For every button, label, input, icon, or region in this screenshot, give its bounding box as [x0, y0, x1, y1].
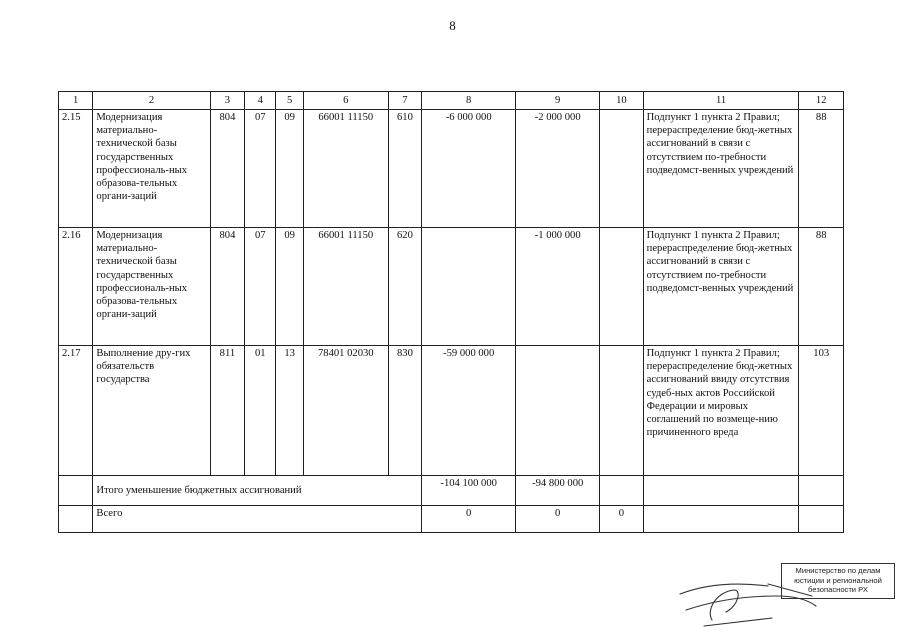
justification: Подпункт 1 пункта 2 Правил; перераспределение бюд-жетных ассигнований в связи с отсутствием по-требности подведомст-венных учреждений [643, 110, 799, 228]
amount-9: -1 000 000 [516, 228, 600, 346]
code-4: 07 [245, 228, 276, 346]
justification: Подпункт 1 пункта 2 Правил; перераспределение бюд-жетных ассигнований в связи с отсутствием по-требности подведомст-венных учреждений [643, 228, 799, 346]
empty-cell [643, 506, 799, 533]
amount-10 [600, 228, 643, 346]
total-decrease-9: -94 800 000 [516, 476, 600, 506]
header-col-3: 3 [210, 92, 244, 110]
item-name: Выполнение дру-гих обязательств государства [93, 346, 210, 476]
amount-9 [516, 346, 600, 476]
header-col-9: 9 [516, 92, 600, 110]
code-5: 09 [276, 110, 303, 228]
justification: Подпункт 1 пункта 2 Правил; перераспределение бюд-жетных ассигнований ввиду отсутствия судеб-ных актов Российской Федерации и мировых соглашений по возмеще-нию причиненного вреда [643, 346, 799, 476]
header-col-2: 2 [93, 92, 210, 110]
row-number: 2.15 [59, 110, 93, 228]
budget-table [58, 91, 844, 533]
stamp-line-3: безопасности РХ [808, 585, 868, 594]
amount-9: -2 000 000 [516, 110, 600, 228]
grand-total-row [59, 506, 844, 533]
code-7: 830 [388, 346, 421, 476]
empty-cell [600, 476, 643, 506]
header-col-1: 1 [59, 92, 93, 110]
empty-cell [799, 476, 844, 506]
total-decrease-row [59, 476, 844, 506]
header-col-7: 7 [388, 92, 421, 110]
code-7: 620 [388, 228, 421, 346]
amount-10 [600, 346, 643, 476]
table-row [59, 228, 844, 346]
code-3: 811 [210, 346, 244, 476]
code-3: 804 [210, 110, 244, 228]
total-decrease-8: -104 100 000 [422, 476, 516, 506]
header-col-10: 10 [600, 92, 643, 110]
code-6: 78401 02030 [303, 346, 388, 476]
code-5: 09 [276, 228, 303, 346]
code-4: 01 [245, 346, 276, 476]
amount-10 [600, 110, 643, 228]
header-col-4: 4 [245, 92, 276, 110]
grand-total-9: 0 [516, 506, 600, 533]
code-7: 610 [388, 110, 421, 228]
row-number: 2.17 [59, 346, 93, 476]
row-number: 2.16 [59, 228, 93, 346]
amount-8: -59 000 000 [422, 346, 516, 476]
header-col-11: 11 [643, 92, 799, 110]
header-col-5: 5 [276, 92, 303, 110]
stamp-line-1: Министерство по делам [795, 566, 881, 575]
grand-total-label: Всего [93, 506, 422, 533]
code-3: 804 [210, 228, 244, 346]
code-12: 88 [799, 228, 844, 346]
code-4: 07 [245, 110, 276, 228]
official-stamp [781, 563, 895, 599]
table-row [59, 110, 844, 228]
header-col-12: 12 [799, 92, 844, 110]
stamp-line-2: юстиции и региональной [794, 575, 882, 585]
page-number: 8 [449, 18, 456, 33]
code-12: 103 [799, 346, 844, 476]
amount-8: -6 000 000 [422, 110, 516, 228]
code-12: 88 [799, 110, 844, 228]
empty-cell [59, 506, 93, 533]
header-col-8: 8 [422, 92, 516, 110]
item-name: Модернизация материально-технической базы государственных профессиональ-ных образова-тельных органи-заций [93, 110, 210, 228]
code-6: 66001 11150 [303, 110, 388, 228]
grand-total-10: 0 [600, 506, 643, 533]
empty-cell [59, 476, 93, 506]
item-name: Модернизация материально-технической базы государственных профессиональ-ных образова-тельных органи-заций [93, 228, 210, 346]
total-decrease-label: Итого уменьшение бюджетных ассигнований [93, 476, 422, 506]
empty-cell [799, 506, 844, 533]
grand-total-8: 0 [422, 506, 516, 533]
table-row [59, 346, 844, 476]
code-5: 13 [276, 346, 303, 476]
empty-cell [643, 476, 799, 506]
header-col-6: 6 [303, 92, 388, 110]
table-header-row [59, 92, 844, 110]
code-6: 66001 11150 [303, 228, 388, 346]
amount-8 [422, 228, 516, 346]
